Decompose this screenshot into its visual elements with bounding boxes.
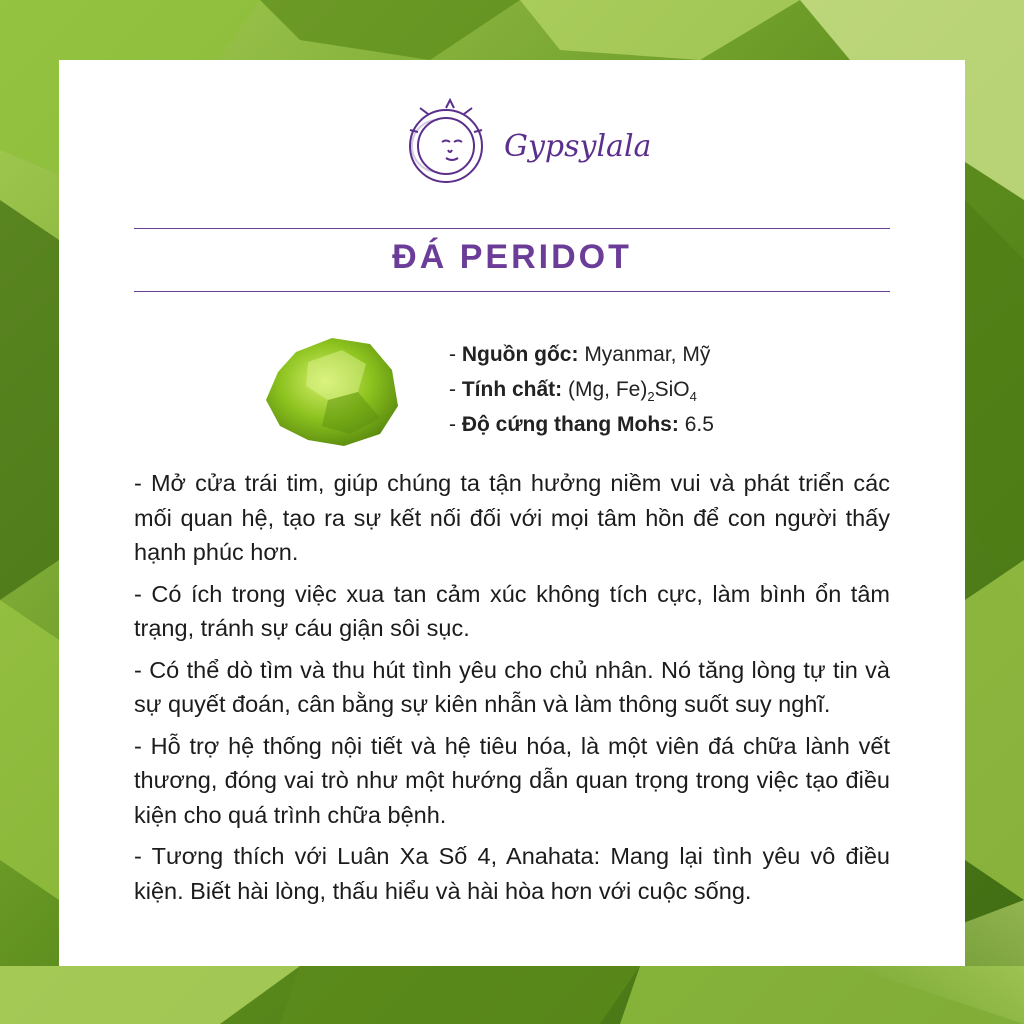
description-paragraph: - Hỗ trợ hệ thống nội tiết và hệ tiêu hóa, là một viên đá chữa lành vết thương, đóng vai trò như một hướng dẫn quan trọng trong việc tạo điều kiện cho quá trình chữa bệnh. <box>134 732 890 828</box>
fact-label: Nguồn gốc: <box>461 343 579 366</box>
fact-formula: - Tính chất: (Mg, $Fe)_2SiO_4$ <box>449 378 697 404</box>
fact-value: SiO <box>654 378 690 401</box>
formula-subscript: 2 <box>647 389 655 404</box>
fact-value: 6.5 <box>684 413 714 436</box>
description <box>134 466 890 915</box>
fact-origin: - Nguồn gốc: Myanmar, Mỹ <box>449 343 711 366</box>
fact-label: Độ cứng thang Mohs: <box>461 413 679 436</box>
gypsylala-logo <box>404 94 652 198</box>
gem-facts <box>449 337 714 442</box>
fact-value: Myanmar, Mỹ <box>584 343 711 366</box>
description-paragraph: - Có ích trong việc xua tan cảm xúc không tích cực, làm bình ổn tâm trạng, tránh sự cáu giận sôi sục. <box>134 580 890 641</box>
bottom-divider <box>134 291 890 292</box>
sun-moon-face-icon <box>410 100 482 182</box>
formula-subscript: 4 <box>689 389 697 404</box>
description-paragraph: - Mở cửa trái tim, giúp chúng ta tận hưởng niềm vui và phát triển các mối quan hệ, tạo ra sự kết nối đối với mọi tâm hồn để con người thấy hạnh phúc hơn. <box>134 470 890 565</box>
peridot-gem-image <box>262 334 402 450</box>
fact-hardness: - Độ cứng thang Mohs: 6.5 <box>449 413 714 436</box>
page-title: ĐÁ PERIDOT <box>392 238 632 276</box>
svg-text:Gypsylala: Gypsylala <box>504 129 652 164</box>
description-paragraph: - Tương thích với Luân Xa Số 4, Anahata: Mang lại tình yêu vô điều kiện. Biết hài lòng, thấu hiểu và hài hòa hơn với cuộc sống. <box>134 843 890 904</box>
description-paragraph: - Có thể dò tìm và thu hút tình yêu cho chủ nhân. Nó tăng lòng tự tin và sự quyết đoán, cân bằng sự kiên nhẫn và làm thông suốt suy nghĩ. <box>134 656 890 717</box>
fact-label: Tính chất: <box>461 378 563 401</box>
top-divider <box>134 228 890 229</box>
fact-value: (Mg, Fe) <box>568 378 648 401</box>
